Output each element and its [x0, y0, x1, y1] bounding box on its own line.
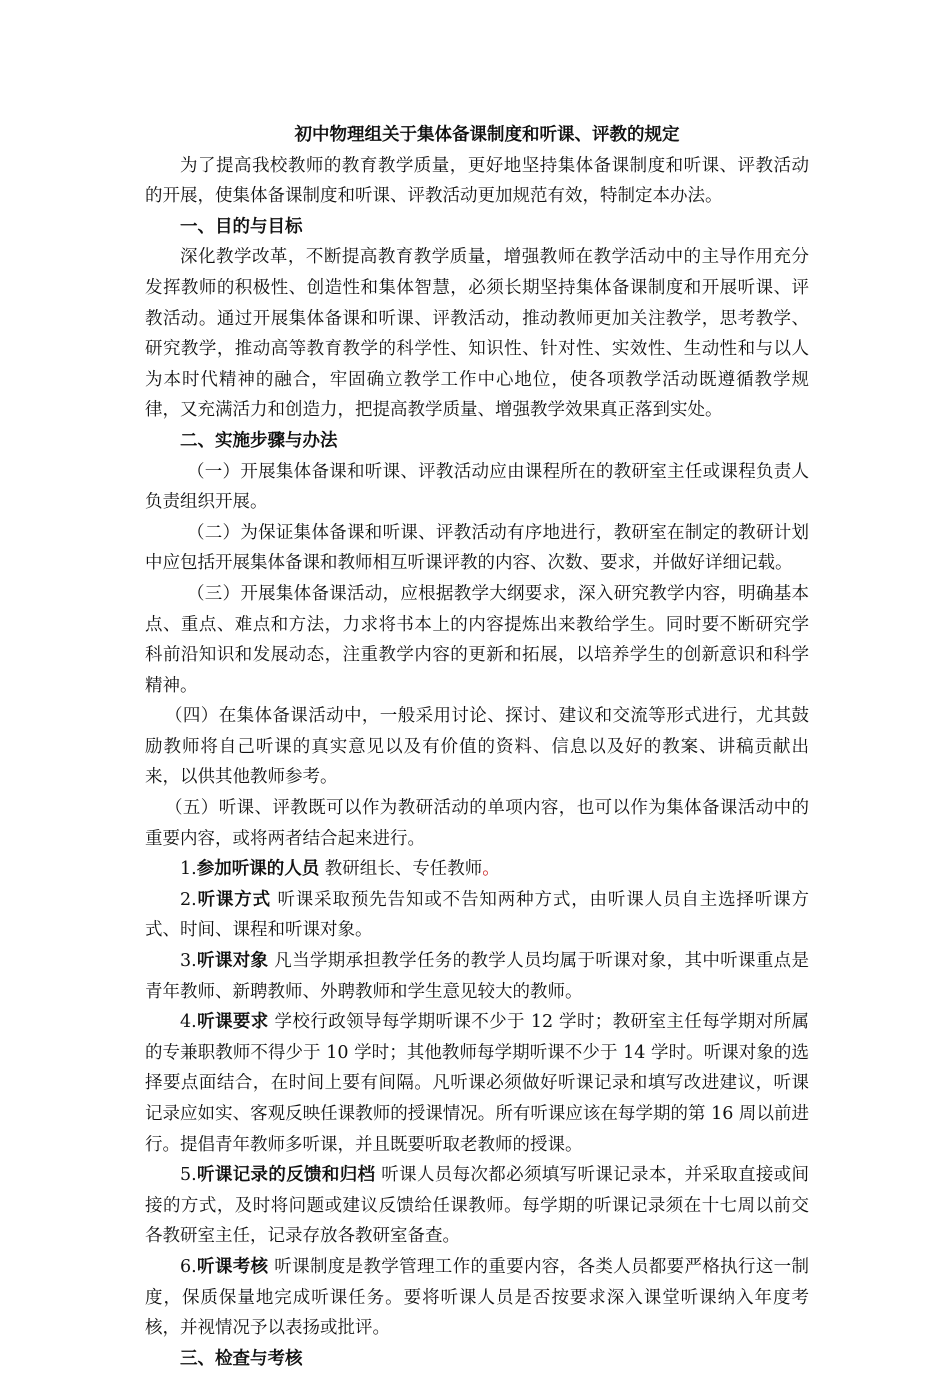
item-label: 听课方式 — [196, 889, 272, 910]
section2-item-1: （一）开展集体备课和听课、评教活动应由课程所在的教研室主任或课程负责人负责组织开展。 — [145, 461, 809, 513]
numbered-item-5 — [145, 1160, 809, 1252]
numbered-item-1 — [145, 854, 809, 885]
document-page — [145, 120, 809, 1374]
item-text: 听课制度是教学管理工作的重要内容，各类人员都要严格执行这一制度，保质保量地完成听课任务。要将听课人员是否按要求深入课堂听课纳入年度考核，并视情况予以表扬或批评。 — [145, 1256, 810, 1339]
item-number: 1. — [180, 859, 197, 880]
item-label: 听课要求 — [196, 1012, 269, 1033]
item-number: 2. — [180, 889, 197, 910]
item-label: 听课记录的反馈和归档 — [196, 1165, 376, 1186]
item-number: 4. — [180, 1012, 197, 1033]
numbered-item-3 — [145, 946, 809, 1007]
numbered-item-4 — [145, 1007, 809, 1160]
section2-heading: 二、实施步骤与办法 — [180, 430, 338, 451]
numbered-item-2 — [145, 885, 809, 946]
section2-item-4: （四）在集体备课活动中，一般采用讨论、探讨、建议和交流等形式进行，尤其鼓励教师将自己听课的真实意见以及有价值的资料、信息以及好的教案、讲稿贡献出来，以供其他教师参考。 — [145, 706, 809, 788]
item-suffix: 。 — [482, 859, 500, 880]
item-label: 参加听课的人员 — [196, 859, 320, 880]
item-text: 教研组长、专任教师 — [319, 859, 483, 880]
section1-heading: 一、目的与目标 — [180, 216, 303, 237]
item-text: 听课采取预先告知或不告知两种方式，由听课人员自主选择听课方式、时间、课程和听课对象。 — [145, 889, 810, 941]
section3-heading: 三、检查与考核 — [180, 1348, 303, 1369]
section2-item-5: （五）听课、评教既可以作为教研活动的单项内容，也可以作为集体备课活动中的重要内容，或将两者结合起来进行。 — [145, 798, 809, 849]
section2-item-2: （二）为保证集体备课和听课、评教活动有序地进行，教研室在制定的教研计划中应包括开展集体备课和教师相互听课评教的内容、次数、要求，并做好详细记载。 — [145, 522, 809, 574]
document-title: 初中物理组关于集体备课制度和听课、评教的规定 — [294, 125, 680, 145]
intro-paragraph: 为了提高我校教师的教育教学质量，更好地坚持集体备课制度和听课、评教活动的开展，使集体备课制度和听课、评教活动更加规范有效，特制定本办法。 — [145, 155, 809, 207]
section1-body: 深化教学改革，不断提高教育教学质量，增强教师在教学活动中的主导作用充分发挥教师的积极性、创造性和集体智慧，必须长期坚持集体备课制度和开展听课、评教活动。通过开展集体备课和听课、评教活动，推动教师更加关注教学，思考教学、研究教学，推动高等教育教学的科学性、知识性、针对性、实效性、生动性和与以人为本时代精神的融合，牢固确立教学工作中心地位，使各项教学活动既遵循教学规律，又充满活力和创造力，把提高教学质量、增强教学效果真正落到实处。 — [145, 247, 809, 421]
section2-item-3: （三）开展集体备课活动，应根据教学大纲要求，深入研究教学内容，明确基本点、重点、难点和方法，力求将书本上的内容提炼出来教给学生。同时要不断研究学科前沿知识和发展动态，注重教学内容的更新和拓展，以培养学生的创新意识和科学精神。 — [145, 583, 809, 696]
item-text: 听课人员每次都必须填写听课记录本，并采取直接或间接的方式，及时将问题或建议反馈给任课教师。每学期的听课记录须在十七周以前交各教研室主任，记录存放各教研室备查。 — [145, 1165, 809, 1247]
item-label: 听课对象 — [196, 951, 269, 972]
item-number: 3. — [180, 951, 197, 972]
item-number: 6. — [180, 1256, 197, 1277]
item-number: 5. — [180, 1165, 197, 1186]
numbered-item-6 — [145, 1252, 809, 1344]
item-text: 学校行政领导每学期听课不少于 12 学时；教研室主任每学期对所属的专兼职教师不得少于 10 学时；其他教师每学期听课不少于 14 学时。听课对象的选择要点面结合，在时间上要有间隔。凡听课必须做好听课记录和填写改进建议，听课记录应如实、客观反映任课教师的授课情况。所有听课应该在每学期的第 16 周以前进行。提倡青年教师多听课，并且既要听取老教师的授课。 — [145, 1012, 809, 1155]
item-text: 凡当学期承担教学任务的教学人员均属于听课对象，其中听课重点是青年教师、新聘教师、外聘教师和学生意见较大的教师。 — [145, 951, 810, 1002]
item-label: 听课考核 — [196, 1256, 269, 1277]
